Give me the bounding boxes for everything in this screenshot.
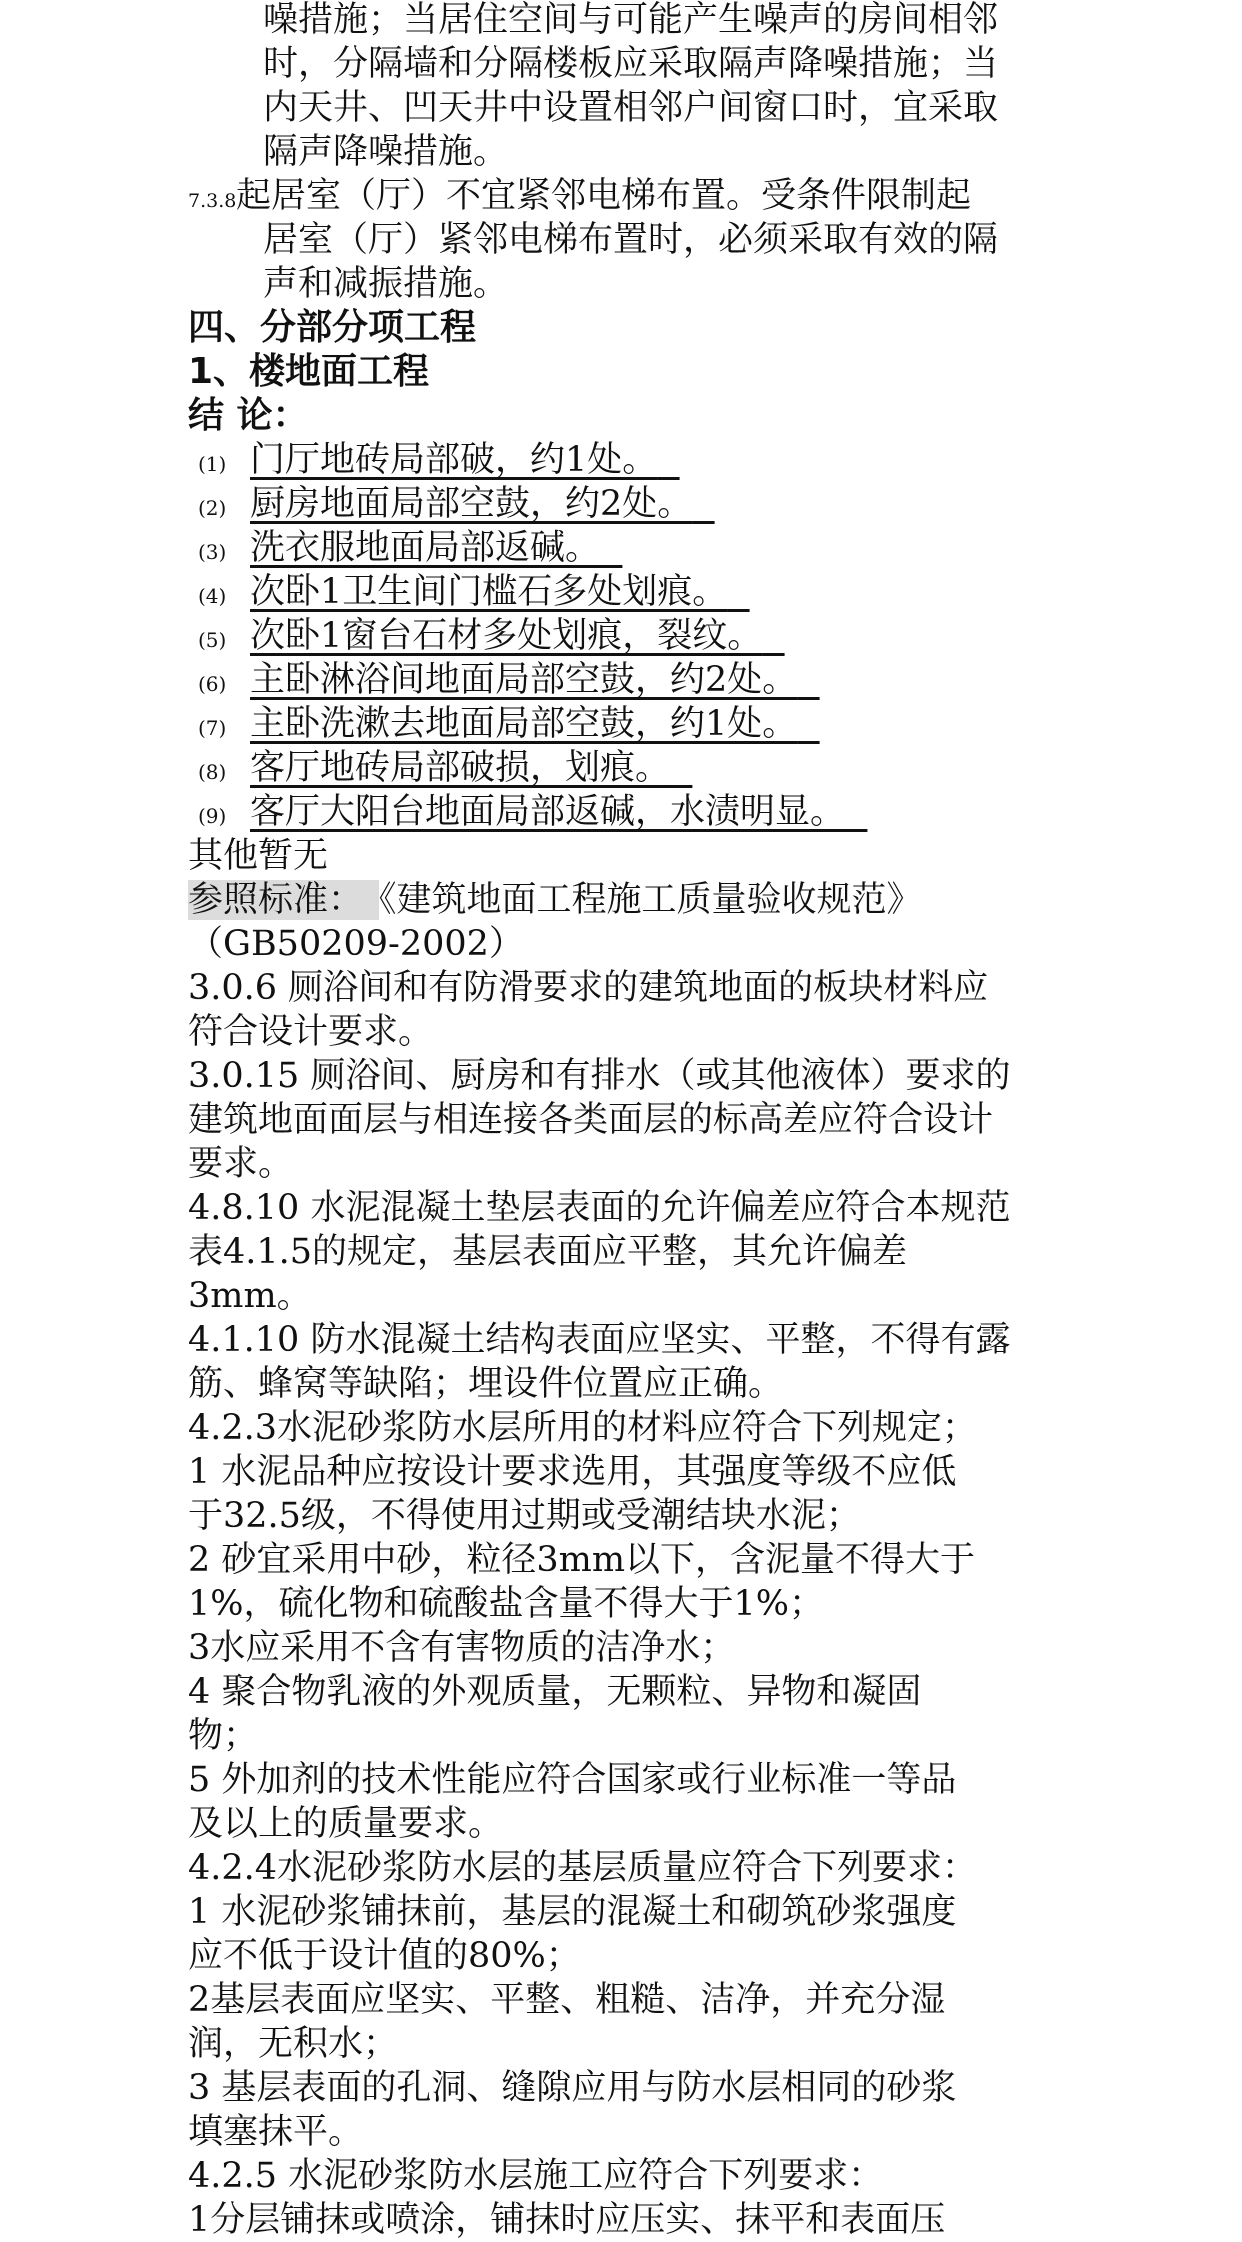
standard-line: 4.2.3水泥砂浆防水层所用的材料应符合下列规定； — [188, 1408, 978, 1448]
continuation-line: 噪措施；当居住空间与可能产生噪声的房间相邻 — [263, 0, 999, 40]
standard-line: 3水应采用不含有害物质的洁净水； — [188, 1628, 736, 1668]
document-body — [188, 0, 1068, 2242]
clause-text: 起居室（厅）不宜紧邻电梯布置。受条件限制起 — [236, 176, 972, 216]
standard-line: 3.0.6 厕浴间和有防滑要求的建筑地面的板块材料应 — [188, 968, 989, 1008]
continuation-line: 隔声降噪措施。 — [263, 132, 509, 172]
standard-line: 3.0.15 厕浴间、厨房和有排水（或其他液体）要求的 — [188, 1056, 1011, 1096]
continuation-line: 时，分隔墙和分隔楼板应采取隔声降噪措施；当 — [263, 44, 999, 84]
finding-text: 主卧淋浴间地面局部空鼓，约2处。 — [250, 660, 798, 700]
finding-number: (8) — [198, 760, 227, 784]
finding-number: (4) — [198, 584, 227, 608]
standard-line: 1 水泥砂浆铺抹前，基层的混凝土和砌筑砂浆强度 — [188, 1892, 957, 1932]
standard-line: 1分层铺抹或喷涂，铺抹时应压实、抹平和表面压 — [188, 2200, 946, 2240]
sub-title: 1、楼地面工程 — [188, 351, 430, 392]
finding-text: 主卧洗漱去地面局部空鼓，约1处。 — [250, 704, 798, 744]
conclusion-label: 结 论： — [188, 395, 309, 436]
finding-number: (1) — [198, 452, 227, 476]
standard-line: 2基层表面应坚实、平整、粗糙、洁净，并充分湿 — [188, 1980, 946, 2020]
finding-text: 门厅地砖局部破，约1处。 — [250, 440, 658, 480]
finding-number: (6) — [198, 672, 227, 696]
standard-line: 5 外加剂的技术性能应符合国家或行业标准一等品 — [188, 1760, 957, 1800]
finding-text: 次卧1卫生间门槛石多处划痕。 — [250, 572, 728, 612]
finding-text: 洗衣服地面局部返碱。 — [250, 528, 601, 568]
finding-number: (2) — [198, 496, 227, 520]
standard-line: 建筑地面面层与相连接各类面层的标高差应符合设计 — [188, 1100, 994, 1140]
finding-item — [188, 482, 1068, 526]
standard-line: 及以上的质量要求。 — [188, 1804, 504, 1844]
reference-line — [188, 878, 1068, 922]
finding-item — [188, 438, 1068, 482]
continuation-line: 内天井、凹天井中设置相邻户间窗口时，宜采取 — [263, 88, 999, 128]
standard-line: 4 聚合物乳液的外观质量，无颗粒、异物和凝固 — [188, 1672, 922, 1712]
standard-line: 于32.5级，不得使用过期或受潮结块水泥； — [188, 1496, 861, 1536]
standard-line: 4.1.10 防水混凝土结构表面应坚实、平整，不得有露 — [188, 1320, 1011, 1360]
finding-text: 客厅地砖局部破损，划痕。 — [250, 748, 671, 788]
clause-number: 7.3.8 — [188, 190, 237, 212]
standard-line: 要求。 — [188, 1144, 294, 1184]
standard-line: 3mm。 — [188, 1276, 312, 1316]
standard-line: 2 砂宜采用中砂，粒径3mm以下，含泥量不得大于 — [188, 1540, 976, 1580]
finding-text: 客厅大阳台地面局部返碱，水渍明显。 — [250, 792, 846, 832]
standard-line: 4.2.4水泥砂浆防水层的基层质量应符合下列要求： — [188, 1848, 978, 1888]
standard-line: 4.8.10 水泥混凝土垫层表面的允许偏差应符合本规范 — [188, 1188, 1011, 1228]
clause-continuation: 居室（厅）紧邻电梯布置时，必须采取有效的隔 — [263, 220, 999, 260]
finding-item — [188, 702, 1068, 746]
clause-7-3-8 — [188, 174, 1068, 218]
standard-line: 符合设计要求。 — [188, 1012, 434, 1052]
clause-continuation: 声和减振措施。 — [263, 264, 509, 304]
finding-number: (9) — [198, 804, 227, 828]
standard-line: 1%，硫化物和硫酸盐含量不得大于1%； — [188, 1584, 825, 1624]
standard-line: 表4.1.5的规定，基层表面应平整，其允许偏差 — [188, 1232, 908, 1272]
finding-item — [188, 790, 1068, 834]
finding-number: (5) — [198, 628, 227, 652]
finding-item — [188, 526, 1068, 570]
standard-line: 1 水泥品种应按设计要求选用，其强度等级不应低 — [188, 1452, 957, 1492]
finding-item — [188, 614, 1068, 658]
finding-item — [188, 746, 1068, 790]
finding-number: (7) — [198, 716, 227, 740]
finding-text: 厨房地面局部空鼓，约2处。 — [250, 484, 693, 524]
finding-item — [188, 658, 1068, 702]
standard-line: 3 基层表面的孔洞、缝隙应用与防水层相同的砂浆 — [188, 2068, 957, 2108]
other-note: 其他暂无 — [188, 836, 329, 876]
standard-line: 应不低于设计值的80%； — [188, 1936, 581, 1976]
section-title: 四、分部分项工程 — [188, 307, 477, 348]
finding-item — [188, 570, 1068, 614]
standard-line: 筋、蜂窝等缺陷；埋设件位置应正确。 — [188, 1364, 784, 1404]
standard-line: 物； — [188, 1716, 259, 1756]
finding-number: (3) — [198, 540, 227, 564]
reference-title: 《建筑地面工程施工质量验收规范》 — [379, 880, 922, 920]
reference-label: 参照标准： — [188, 880, 379, 920]
reference-code: （GB50209-2002） — [188, 924, 524, 964]
standard-line: 4.2.5 水泥砂浆防水层施工应符合下列要求： — [188, 2156, 884, 2196]
standard-line: 润，无积水； — [188, 2024, 399, 2064]
finding-text: 次卧1窗台石材多处划痕，裂纹。 — [250, 616, 763, 656]
standard-line: 填塞抹平。 — [188, 2112, 364, 2152]
